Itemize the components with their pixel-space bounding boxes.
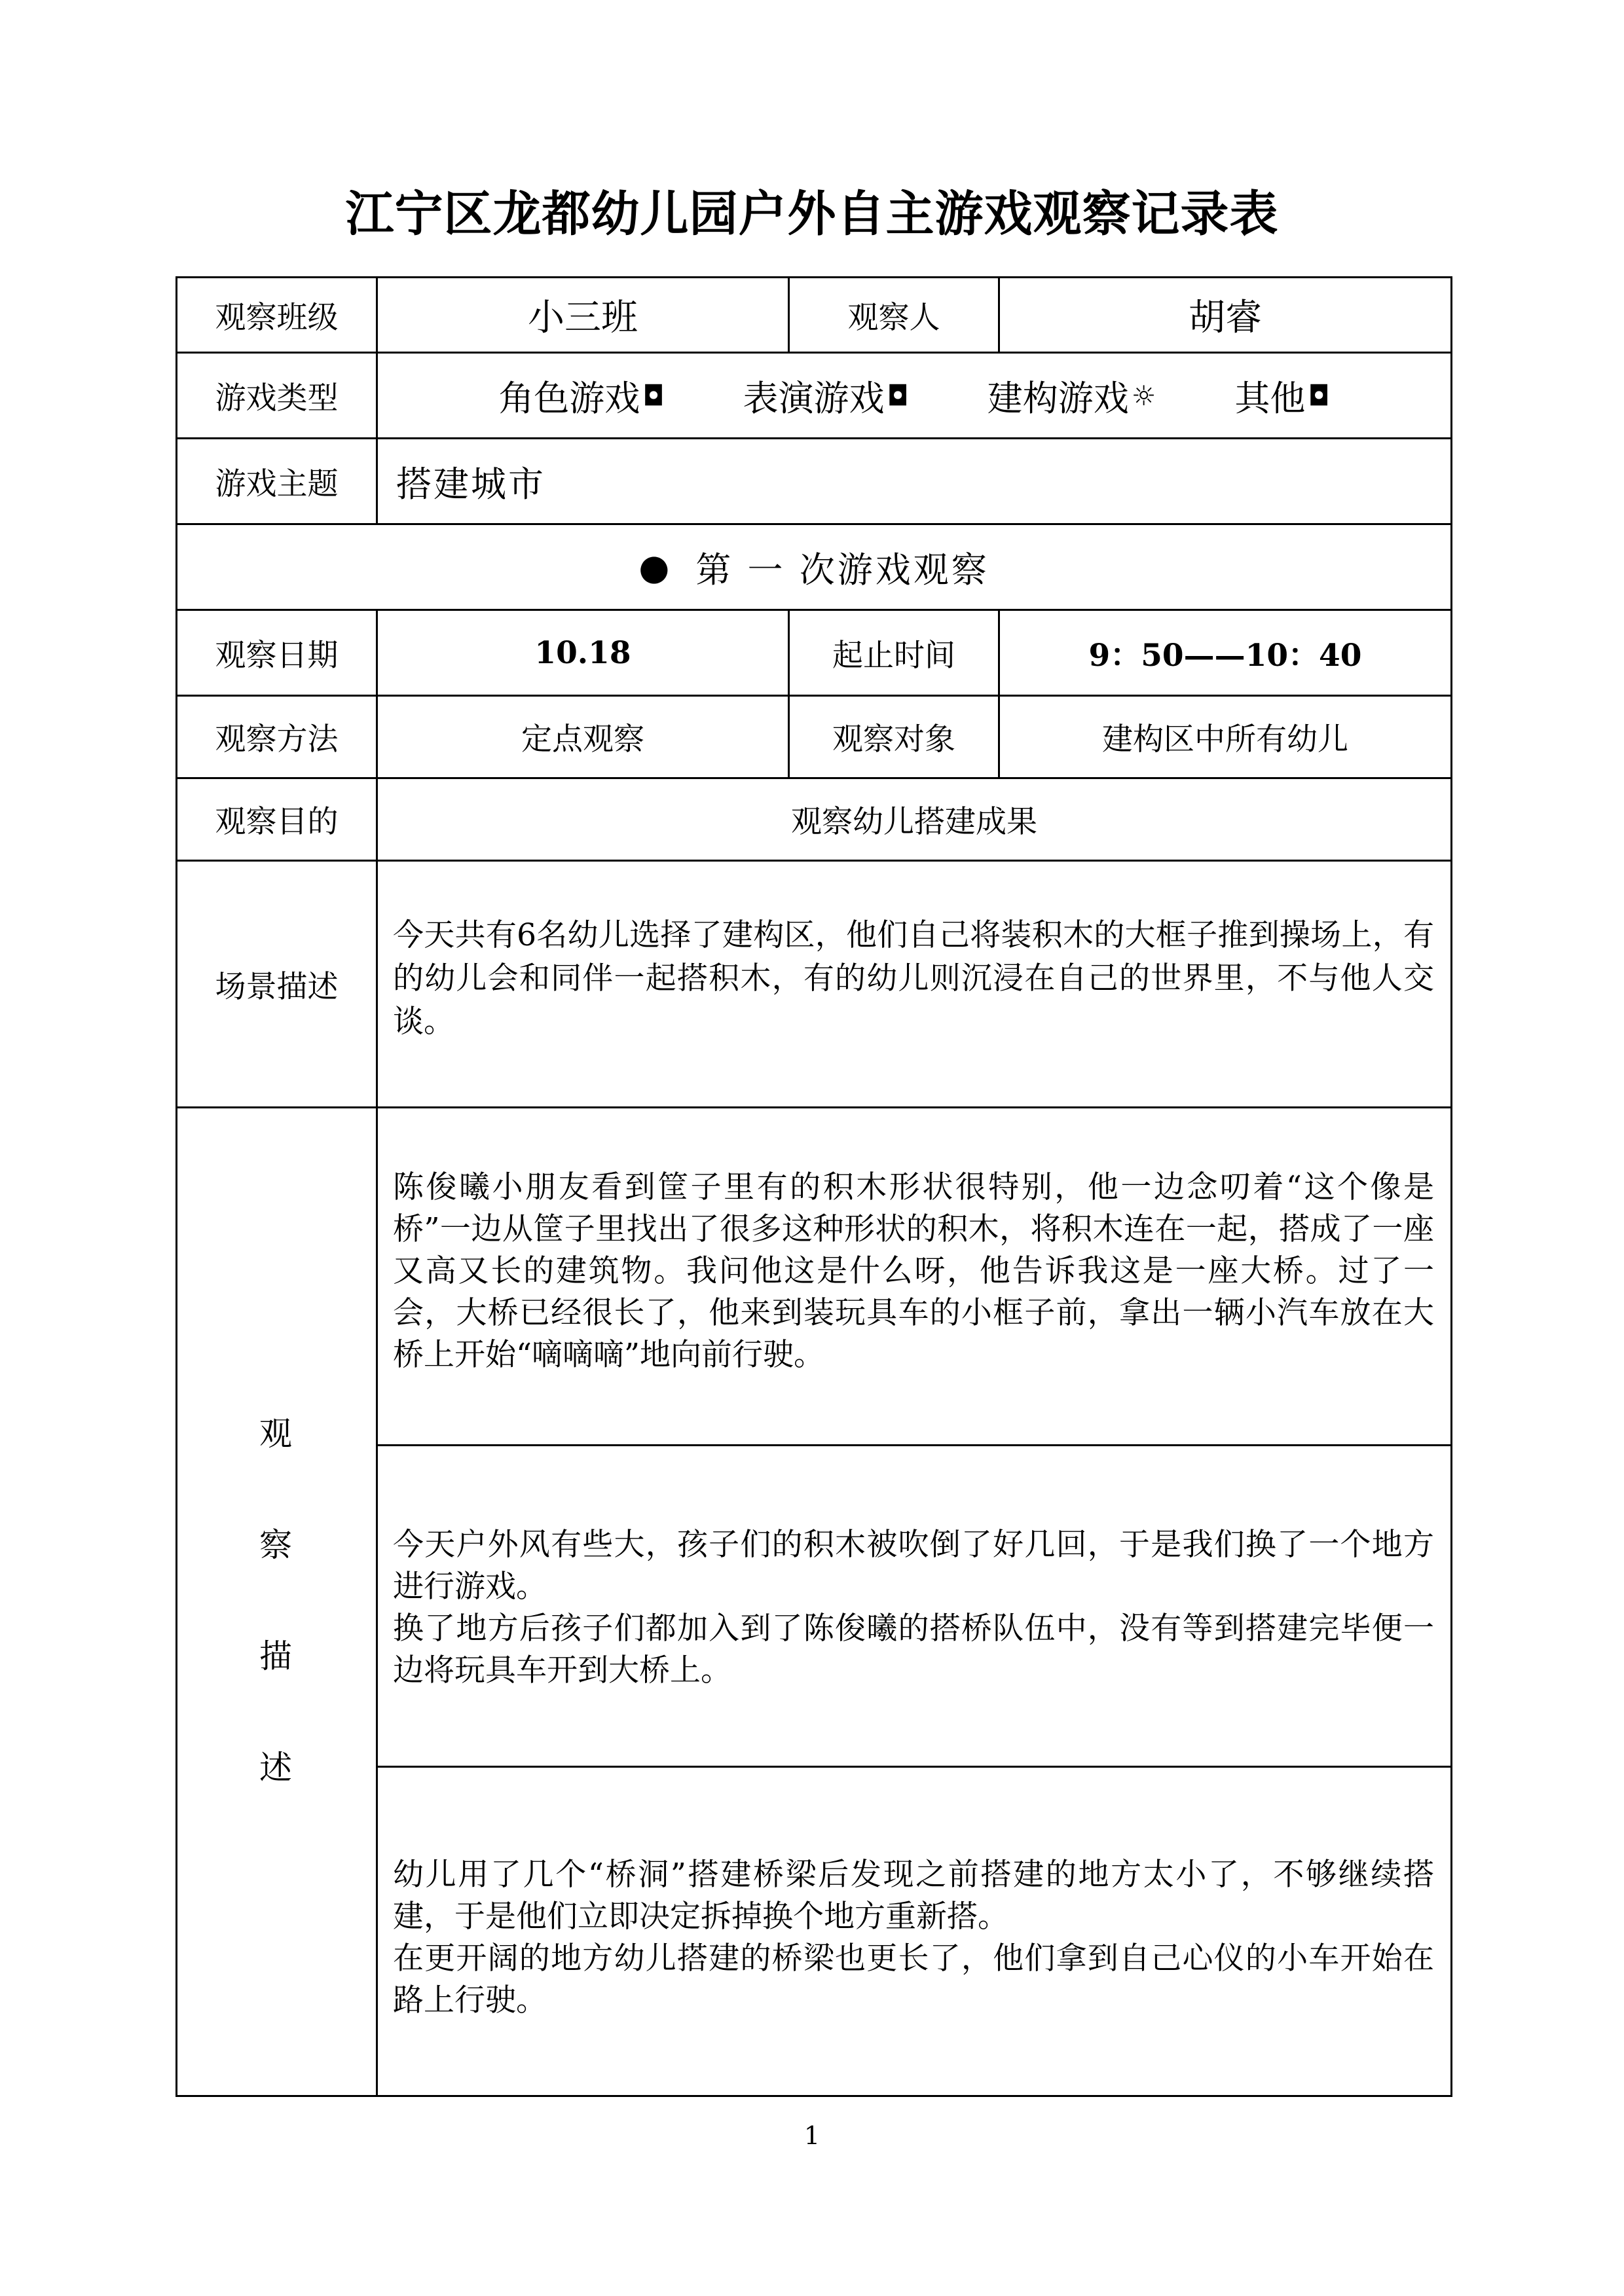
scene-description (393, 914, 1434, 1044)
time-value: 9：50——10：40 (1088, 637, 1362, 674)
page-number: 1 (803, 2121, 821, 2150)
session-heading (177, 525, 1450, 609)
game-type-options (378, 354, 1450, 437)
observation-label-char: 描 (259, 1637, 292, 1675)
radio-marker-icon: ◘ (642, 379, 665, 412)
observation-block-2 (393, 1524, 1434, 1692)
radio-marker-icon: ◘ (1308, 379, 1330, 412)
method-label: 观察方法 (215, 721, 339, 757)
bullet-icon: ● (638, 546, 670, 588)
option-label: 表演游戏 (743, 377, 885, 419)
observation-paragraph: 换了地方后孩子们都加入到了陈俊曦的搭桥队伍中，没有等到搭建完毕便一边将玩具车开到大桥上。 (393, 1611, 1434, 1688)
observation-block-1 (393, 1167, 1434, 1376)
option-label: 其他 (1234, 377, 1306, 419)
game-type-option (743, 371, 909, 421)
class-value: 小三班 (528, 297, 638, 339)
date-value: 10.18 (534, 634, 631, 671)
observation-paragraph: 幼儿用了几个“桥洞”搭建桥梁后发现之前搭建的地方太小了，不够继续搭建，于是他们立即决定拆掉换个地方重新搭。 (393, 1857, 1434, 1935)
table-divider (376, 1444, 1452, 1446)
game-type-option (1234, 371, 1329, 421)
class-label: 观察班级 (215, 299, 339, 336)
observation-label-char: 观 (259, 1415, 292, 1453)
scene-label: 场景描述 (215, 968, 339, 1005)
observation-label-char: 述 (259, 1749, 292, 1787)
observer-value: 胡睿 (1189, 297, 1262, 339)
game-type-option (987, 371, 1156, 421)
observation-block-3 (393, 1854, 1434, 2022)
table-border-bottom (175, 2095, 1452, 2097)
game-type-label: 游戏类型 (215, 380, 339, 416)
observation-label (175, 1106, 376, 2095)
session-title: 第 一 次游戏观察 (695, 549, 989, 591)
target-label: 观察对象 (832, 721, 955, 757)
table-divider (376, 1766, 1452, 1768)
game-type-option (498, 371, 664, 421)
option-label: 角色游戏 (498, 377, 640, 419)
sun-marker-icon: ☼ (1131, 379, 1156, 412)
observation-paragraph: 在更开阔的地方幼儿搭建的桥梁也更长了，他们拿到自己心仪的小车开始在路上行驶。 (393, 1941, 1434, 2018)
observation-label-char: 察 (259, 1526, 292, 1564)
theme-value: 搭建城市 (396, 463, 545, 505)
theme-label: 游戏主题 (215, 465, 339, 502)
observation-paragraph: 今天户外风有些大，孩子们的积木被吹倒了好几回，于是我们换了一个地方进行游戏。 (393, 1527, 1434, 1605)
purpose-value: 观察幼儿搭建成果 (791, 804, 1037, 840)
purpose-label: 观察目的 (215, 804, 339, 840)
method-value: 定点观察 (521, 721, 644, 757)
scene-paragraph: 今天共有6名幼儿选择了建构区，他们自己将装积木的大框子推到操场上，有的幼儿会和同伴一起搭积木，有的幼儿则沉浸在自己的世界里，不与他人交谈。 (393, 917, 1434, 1040)
page-title: 江宁区龙都幼儿园户外自主游戏观察记录表 (345, 186, 1279, 242)
time-label: 起止时间 (832, 637, 955, 674)
observation-paragraph: 陈俊曦小朋友看到筐子里有的积木形状很特别，他一边念叨着“这个像是桥”一边从筐子里找出了很多这种形状的积木，将积木连在一起，搭成了一座又高又长的建筑物。我问他这是什么呀，他告诉我这是一座大桥。过了一会，大桥已经很长了，他来到装玩具车的小框子前，拿出一辆小汽车放在大桥上开始“嘀嘀嘀”地向前行驶。 (393, 1169, 1434, 1373)
radio-marker-icon: ◘ (887, 379, 909, 412)
target-value: 建构区中所有幼儿 (1102, 721, 1348, 757)
date-label: 观察日期 (215, 637, 339, 674)
table-border-right (1450, 276, 1452, 2097)
option-label: 建构游戏 (987, 377, 1129, 419)
observer-label: 观察人 (847, 299, 940, 336)
